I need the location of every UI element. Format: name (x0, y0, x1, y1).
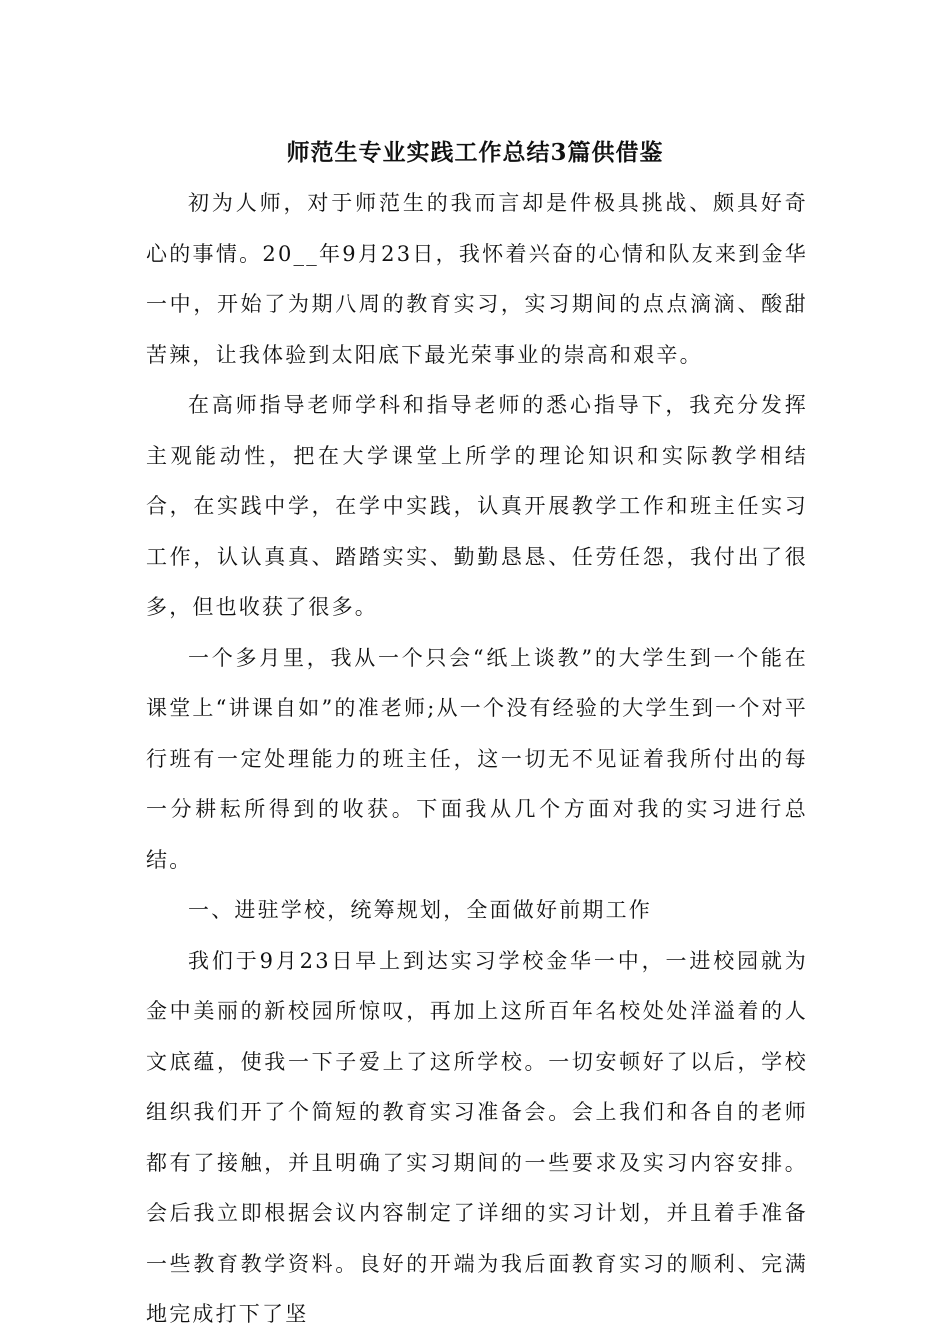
document-body (146, 178, 808, 1340)
paragraph-arrival: 我们于9月23日早上到达实习学校金华一中，一进校园就为金中美丽的新校园所惊叹，再加上这所百年名校处处洋溢着的人文底蕴，使我一下子爱上了这所学校。一切安顿好了以后，学校组织我们开了个简短的教育实习准备会。会上我们和各自的老师都有了接触，并且明确了实习期间的一些要求及实习内容安排。会后我立即根据会议内容制定了详细的实习计划，并且着手准备一些教育教学资料。良好的开端为我后面教育实习的顺利、完满地完成打下了坚 (146, 948, 808, 1326)
document-title: 师范生专业实践工作总结3篇供借鉴 (286, 139, 664, 166)
paragraph-guidance: 在高师指导老师学科和指导老师的悉心指导下，我充分发挥主观能动性，把在大学课堂上所学的理论知识和实际教学相结合，在实践中学，在学中实践，认真开展教学工作和班主任实习工作，认认真真、踏踏实实、勤勤恳恳、任劳任怨，我付出了很多，但也收获了很多。 (146, 393, 808, 619)
section-heading-1: 一、进驻学校，统筹规划，全面做好前期工作 (188, 898, 652, 922)
paragraph-intro: 初为人师，对于师范生的我而言却是件极具挑战、颇具好奇心的事情。20__年9月23日，我怀着兴奋的心情和队友来到金华一中，开始了为期八周的教育实习，实习期间的点点滴滴、酸甜苦辣，让我体验到太阳底下最光荣事业的崇高和艰辛。 (146, 191, 808, 367)
paragraph-growth: 一个多月里，我从一个只会“纸上谈教”的大学生到一个能在课堂上“讲课自如”的准老师;从一个没有经验的大学生到一个对平行班有一定处理能力的班主任，这一切无不见证着我所付出的每一分耕耘所得到的收获。下面我从几个方面对我的实习进行总结。 (146, 645, 808, 872)
